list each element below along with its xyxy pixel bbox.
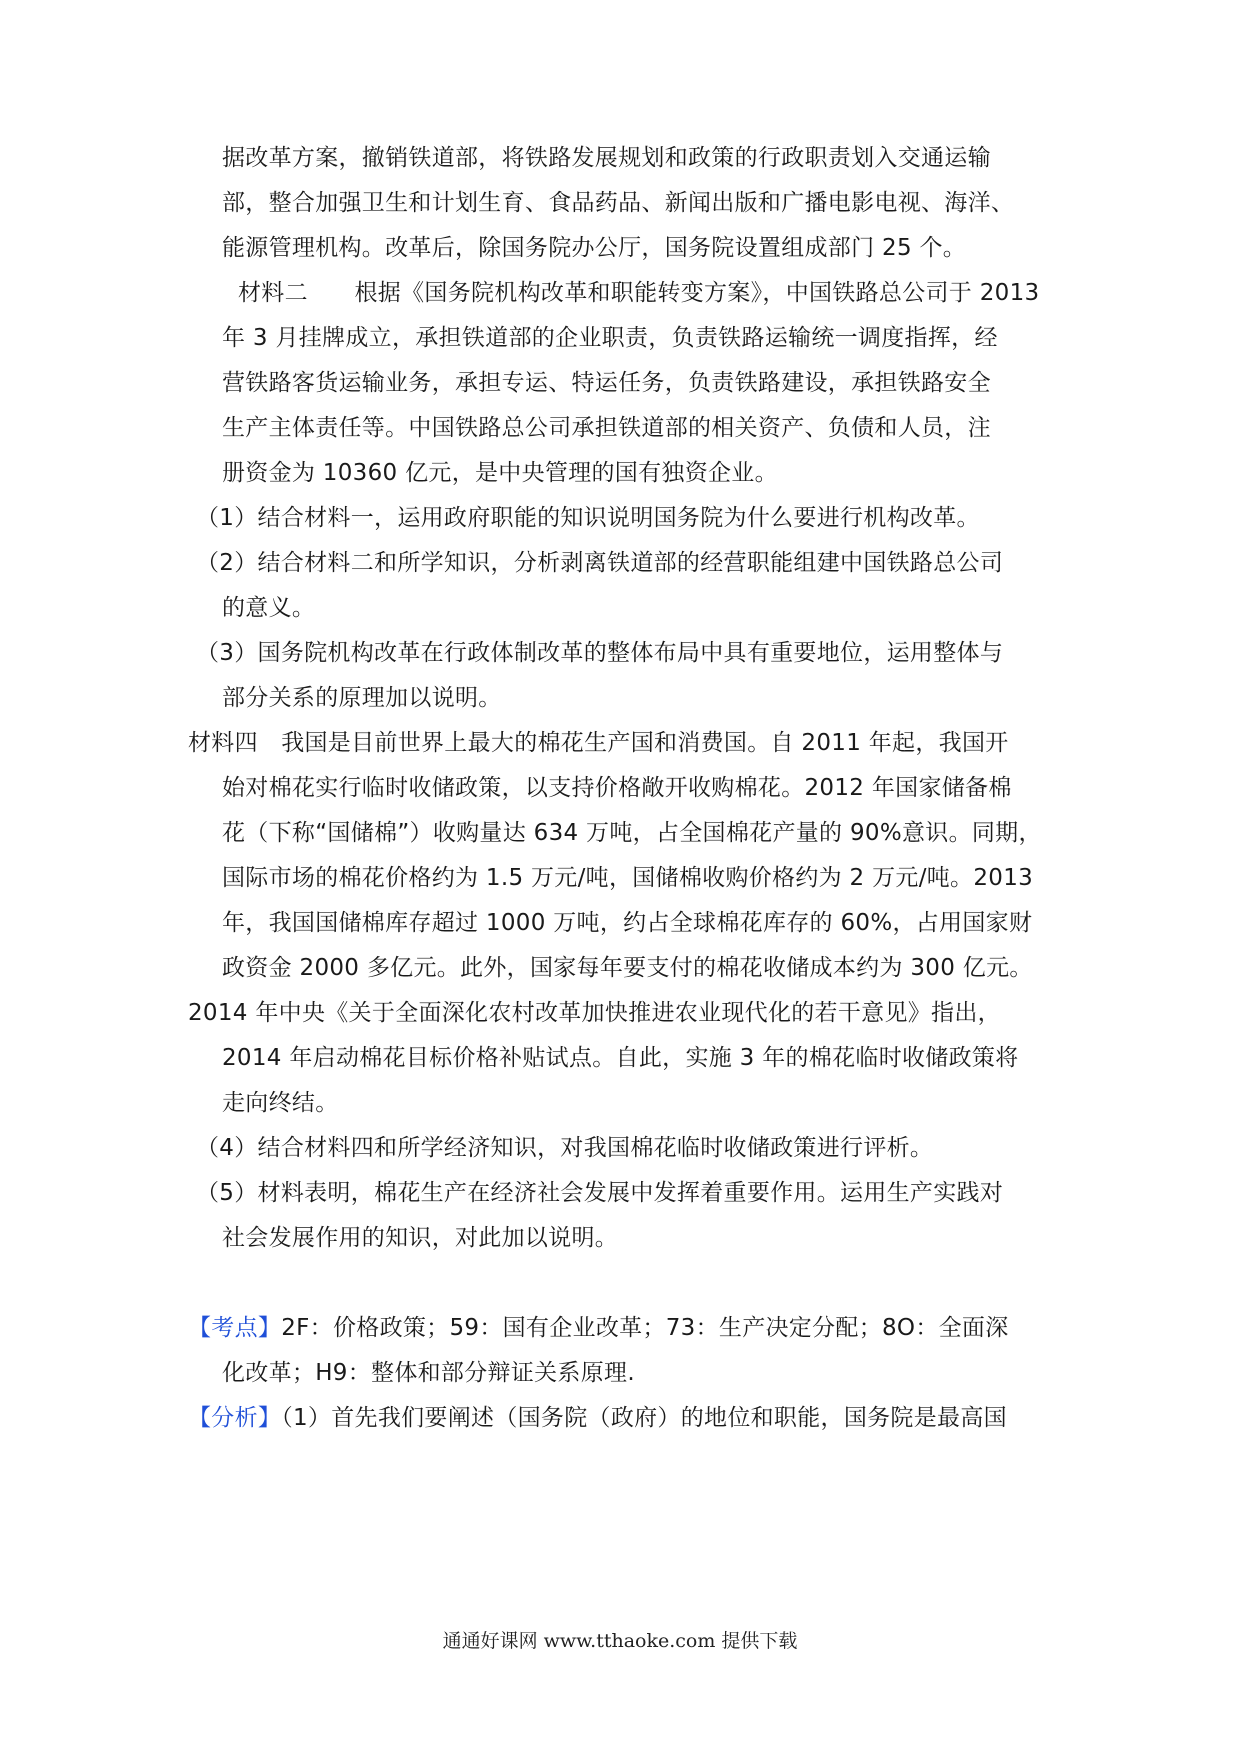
- material4-line: 走向终结。: [222, 1090, 339, 1116]
- fenxi-tag: 【分析】: [188, 1405, 282, 1431]
- question-3-cont: 部分关系的原理加以说明。: [222, 685, 502, 711]
- material4-line: 2014 年中央《关于全面深化农村改革加快推进农业现代化的若干意见》指出，: [188, 1000, 1001, 1026]
- material4-line: 国际市场的棉花价格约为 1.5 万元/吨，国储棉收购价格约为 2 万元/吨。2013: [222, 865, 1034, 891]
- material4-line: 年，我国国储棉库存超过 1000 万吨，约占全球棉花库存的 60%，占用国家财: [222, 910, 1033, 936]
- question-5-cont: 社会发展作用的知识，对此加以说明。: [222, 1225, 619, 1251]
- kaodian-tag: 【考点】: [188, 1315, 282, 1341]
- material2-line: 材料二 根据《国务院机构改革和职能转变方案》，中国铁路总公司于 2013: [238, 280, 1040, 306]
- material2-line: 生产主体责任等。中国铁路总公司承担铁道部的相关资产、负债和人员，注: [222, 415, 991, 441]
- material4-line: 政资金 2000 多亿元。此外，国家每年要支付的棉花收储成本约为 300 亿元。: [222, 955, 1033, 981]
- fenxi-text: （1）首先我们要阐述（国务院（政府）的地位和职能，国务院是最高国: [281, 1405, 1007, 1431]
- material2-line: 册资金为 10360 亿元，是中央管理的国有独资企业。: [222, 460, 778, 486]
- question-4: （4）结合材料四和所学经济知识，对我国棉花临时收储政策进行评析。: [196, 1135, 934, 1161]
- fenxi-line: [188, 1403, 1007, 1433]
- question-5: （5）材料表明，棉花生产在经济社会发展中发挥着重要作用。运用生产实践对: [196, 1180, 1004, 1206]
- material4-line: 花（下称“国储棉”）收购量达 634 万吨，占全国棉花产量的 90%意识。同期，: [222, 820, 1042, 846]
- question-2-cont: 的意义。: [222, 595, 316, 621]
- material4-line: 始对棉花实行临时收储政策，以支持价格敞开收购棉花。2012 年国家储备棉: [222, 775, 1012, 801]
- material4-line: 2014 年启动棉花目标价格补贴试点。自此，实施 3 年的棉花临时收储政策将: [222, 1045, 1019, 1071]
- page-footer: 通通好课网 www.tthaoke.com 提供下载: [442, 1630, 798, 1652]
- material1-line: 部，整合加强卫生和计划生育、食品药品、新闻出版和广播电影电视、海洋、: [222, 190, 1015, 216]
- question-2: （2）结合材料二和所学知识，分析剥离铁道部的经营职能组建中国铁路总公司: [196, 550, 1004, 576]
- material2-line: 年 3 月挂牌成立，承担铁道部的企业职责，负责铁路运输统一调度指挥，经: [222, 325, 998, 351]
- question-3: （3）国务院机构改革在行政体制改革的整体布局中具有重要地位，运用整体与: [196, 640, 1004, 666]
- kaodian-line-cont: 化改革；H9：整体和部分辩证关系原理.: [222, 1360, 635, 1386]
- material2-line: 营铁路客货运输业务，承担专运、特运任务，负责铁路建设，承担铁路安全: [222, 370, 991, 396]
- material4-line: 材料四 我国是目前世界上最大的棉花生产国和消费国。自 2011 年起，我国开: [188, 730, 1009, 756]
- kaodian-line: [188, 1313, 1009, 1343]
- question-1: （1）结合材料一，运用政府职能的知识说明国务院为什么要进行机构改革。: [196, 505, 980, 531]
- material1-line: 能源管理机构。改革后，除国务院办公厅，国务院设置组成部门 25 个。: [222, 235, 967, 261]
- kaodian-text: 2F：价格政策；59：国有企业改革；73：生产决定分配；8O：全面深: [281, 1315, 1009, 1341]
- material1-line: 据改革方案，撤销铁道部，将铁路发展规划和政策的行政职责划入交通运输: [222, 145, 991, 171]
